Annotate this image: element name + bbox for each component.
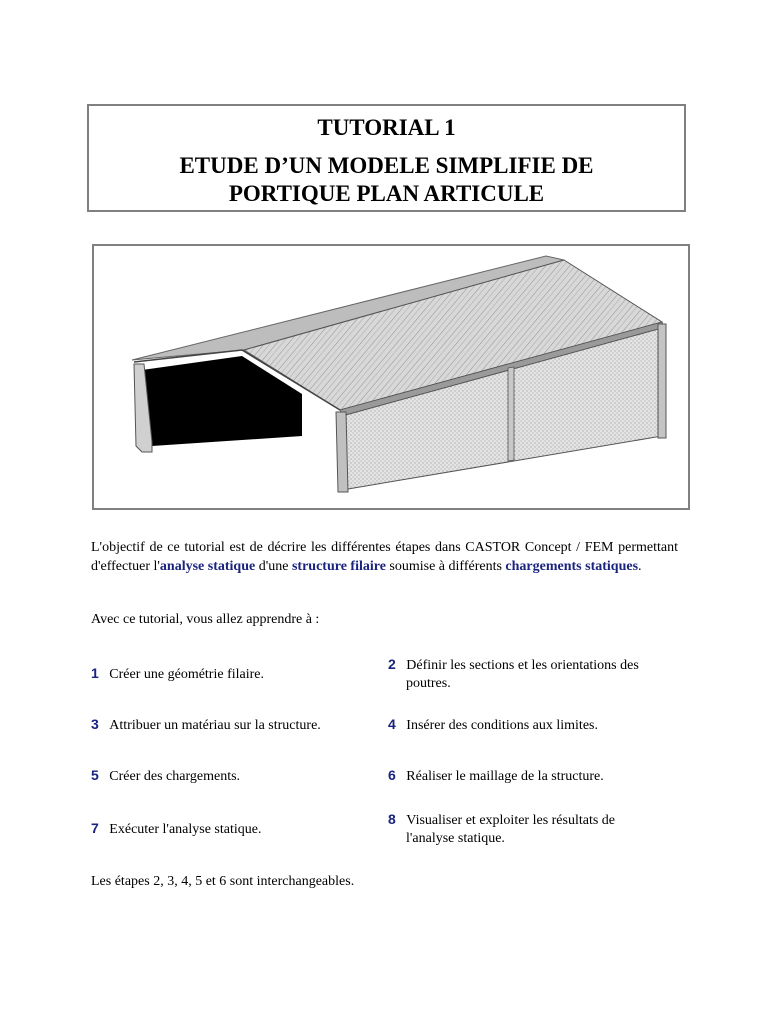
step-text: Définir les sections et les orientations des bbox=[406, 658, 639, 673]
analyse-statique-highlight: analyse statique bbox=[159, 559, 256, 574]
step-7 bbox=[91, 819, 261, 839]
chargements-statiques-highlight: chargements statiques bbox=[505, 559, 639, 574]
step-text-cont: poutres. bbox=[406, 676, 451, 691]
step-text: Insérer des conditions aux limites. bbox=[406, 718, 598, 733]
corner-post bbox=[336, 412, 348, 492]
title-box bbox=[87, 104, 686, 212]
structure-filaire-highlight: structure filaire bbox=[291, 559, 386, 574]
step-text: Attribuer un matériau sur la structure. bbox=[109, 718, 321, 733]
step-number: 5 bbox=[91, 767, 99, 783]
back-corner-post bbox=[658, 324, 666, 438]
step-text: Créer des chargements. bbox=[109, 769, 241, 784]
step-number: 4 bbox=[388, 716, 396, 732]
intro-text-2: d'une bbox=[255, 559, 292, 574]
step-6 bbox=[388, 766, 604, 786]
subtitle-line-1: ETUDE D’UN MODELE SIMPLIFIE DE bbox=[179, 153, 594, 178]
step-text-cont: l'analyse statique. bbox=[406, 831, 505, 846]
step-2 bbox=[388, 655, 639, 693]
learn-intro: Avec ce tutorial, vous allez apprendre à : bbox=[91, 612, 320, 627]
portal-frame-illustration bbox=[94, 246, 688, 508]
intro-text-1: L'objectif de ce tutorial est de décrire les différentes étapes dans CASTOR Concept / FEM permettant d'effectuer l' bbox=[91, 540, 678, 574]
middle-post bbox=[508, 367, 514, 461]
step-number: 8 bbox=[388, 811, 396, 827]
step-text: Réaliser le maillage de la structure. bbox=[406, 769, 604, 784]
step-5 bbox=[91, 766, 240, 786]
step-text: Créer une géométrie filaire. bbox=[109, 667, 264, 682]
intro-text-4: . bbox=[638, 559, 642, 574]
footer-note: Les étapes 2, 3, 4, 5 et 6 sont interchangeables. bbox=[91, 874, 355, 889]
step-number: 1 bbox=[91, 665, 99, 681]
step-number: 6 bbox=[388, 767, 396, 783]
tutorial-title: TUTORIAL 1 bbox=[317, 115, 456, 140]
building-figure bbox=[92, 244, 690, 510]
step-text: Exécuter l'analyse statique. bbox=[109, 822, 262, 837]
intro-text-3: soumise à différents bbox=[385, 559, 506, 574]
step-number: 7 bbox=[91, 820, 99, 836]
intro-paragraph bbox=[91, 538, 678, 576]
tutorial-subtitle bbox=[89, 152, 684, 208]
step-8 bbox=[388, 810, 615, 848]
step-number: 3 bbox=[91, 716, 99, 732]
step-number: 2 bbox=[388, 656, 396, 672]
step-3 bbox=[91, 715, 321, 735]
step-1 bbox=[91, 664, 264, 684]
step-text: Visualiser et exploiter les résultats de bbox=[406, 813, 616, 828]
subtitle-line-2: PORTIQUE PLAN ARTICULE bbox=[228, 181, 545, 206]
step-4 bbox=[388, 715, 598, 735]
